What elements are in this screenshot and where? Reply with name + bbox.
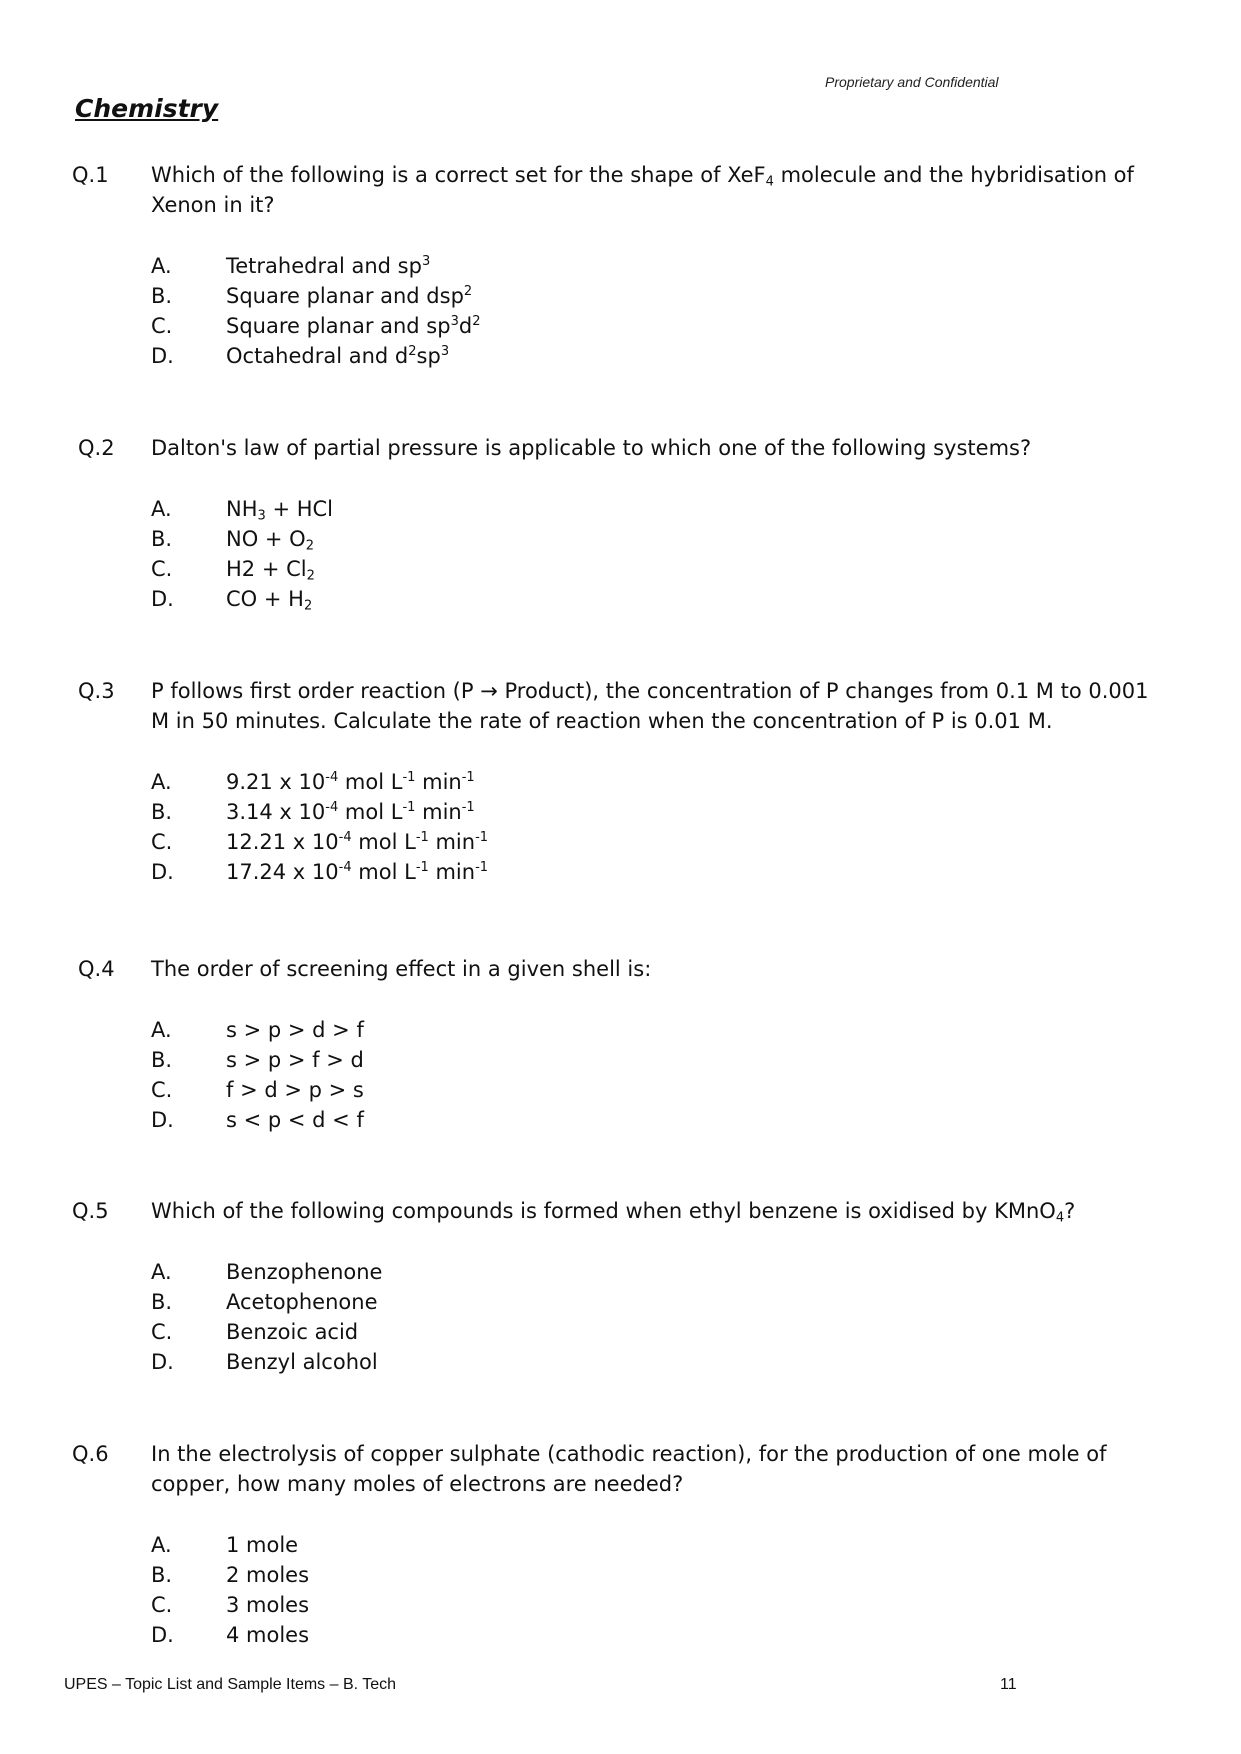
option-text: Octahedral and $d^2sp^3$ (226, 344, 450, 368)
option-letter: D. (151, 1623, 174, 1647)
question-number: Q.5 (72, 1199, 109, 1223)
option-letter: A. (151, 254, 172, 278)
answer-option-c (0, 554, 1241, 584)
answer-option-d (0, 341, 1241, 371)
answer-option-b (0, 1045, 1241, 1075)
option-letter: A. (151, 770, 172, 794)
answer-option-a (0, 1257, 1241, 1287)
option-text: CO + $H_2$ (226, 587, 313, 614)
answer-option-d (0, 1347, 1241, 1377)
option-letter: C. (151, 314, 173, 338)
option-text: Acetophenone (226, 1290, 378, 1314)
option-letter: B. (151, 1048, 173, 1072)
option-letter: C. (151, 830, 173, 854)
option-text: NO + $O_2$ (226, 527, 314, 554)
option-letter: D. (151, 1350, 174, 1374)
option-letter: C. (151, 1593, 173, 1617)
answer-option-a (0, 494, 1241, 524)
answer-option-d (0, 584, 1241, 614)
answer-option-a (0, 251, 1241, 281)
answer-option-d (0, 1105, 1241, 1135)
option-letter: D. (151, 344, 174, 368)
question-number: Q.1 (72, 163, 109, 187)
option-letter: B. (151, 1563, 173, 1587)
answer-option-b (0, 797, 1241, 827)
option-letter: B. (151, 800, 173, 824)
question-text: P follows first order reaction (P → Product), the concentration of P changes from 0.1 M to 0.001 M in 50 minutes. Calculate the rate of reaction when the concentration of P is 0.01 M. (151, 679, 1149, 733)
answer-option-a (0, 1015, 1241, 1045)
option-text: Square planar and $sp^3d^2$ (226, 314, 481, 338)
option-text: 1 mole (226, 1533, 299, 1557)
footer-title: UPES – Topic List and Sample Items – B. Tech (64, 1676, 397, 1693)
answer-option-b (0, 524, 1241, 554)
option-letter: D. (151, 860, 174, 884)
option-text: Square planar and dsp$^2$ (226, 284, 473, 308)
option-letter: B. (151, 284, 173, 308)
answer-option-c (0, 1590, 1241, 1620)
question-number: Q.4 (78, 957, 115, 981)
option-text: Benzoic acid (226, 1320, 359, 1344)
option-text: 2 moles (226, 1563, 310, 1587)
option-text: 4 moles (226, 1623, 310, 1647)
option-text: Benzyl alcohol (226, 1350, 378, 1374)
option-letter: A. (151, 1533, 172, 1557)
answer-option-c (0, 1075, 1241, 1105)
option-text: 17.24 x $10^{-4}$ mol $L^{-1}$ $\min^{-1}$ (226, 860, 489, 884)
option-letter: D. (151, 1108, 174, 1132)
question-text: Which of the following is a correct set for the shape of XeF$_4$ molecule and the hybridisation of Xenon in it? (151, 163, 1134, 217)
option-text: f > d > p > s (226, 1078, 364, 1102)
answer-option-b (0, 281, 1241, 311)
option-letter: C. (151, 557, 173, 581)
option-letter: C. (151, 1078, 173, 1102)
option-letter: D. (151, 587, 174, 611)
answer-option-d (0, 1620, 1241, 1650)
question-number: Q.2 (78, 436, 115, 460)
answer-option-a (0, 767, 1241, 797)
option-text: 3 moles (226, 1593, 310, 1617)
option-text: s > p > f > d (226, 1048, 364, 1072)
answer-option-c (0, 827, 1241, 857)
option-letter: A. (151, 1018, 172, 1042)
question-number: Q.3 (78, 679, 115, 703)
question-text: Which of the following compounds is formed when ethyl benzene is oxidised by KMnO$_4$? (151, 1199, 1076, 1226)
option-letter: B. (151, 527, 173, 551)
option-letter: A. (151, 1260, 172, 1284)
answer-option-b (0, 1287, 1241, 1317)
option-text: 3.14 x $10^{-4}$ mol $L^{-1}$ $\min^{-1}$ (226, 800, 475, 824)
question-number: Q.6 (72, 1442, 109, 1466)
option-text: 12.21 x $10^{-4}$ mol $L^{-1}$ $\min^{-1}$ (226, 830, 489, 854)
answer-option-d (0, 857, 1241, 887)
option-text: $NH_3$ + HCl (226, 497, 334, 524)
option-letter: B. (151, 1290, 173, 1314)
question-text: The order of screening effect in a given shell is: (151, 957, 652, 981)
option-text: s > p > d > f (226, 1018, 364, 1042)
option-text: s < p < d < f (226, 1108, 364, 1132)
option-letter: C. (151, 1320, 173, 1344)
option-letter: A. (151, 497, 172, 521)
question-text: Dalton's law of partial pressure is applicable to which one of the following systems? (151, 436, 1032, 460)
option-text: Tetrahedral and $sp^3$ (226, 254, 431, 278)
option-text: $H2 + Cl_2$ (226, 557, 315, 584)
answer-option-b (0, 1560, 1241, 1590)
answer-option-a (0, 1530, 1241, 1560)
option-text: 9.21 x $10^{-4}$ mol $L^{-1}$ $\min^{-1}$ (226, 770, 475, 794)
answer-option-c (0, 1317, 1241, 1347)
page-number: 11 (1000, 1676, 1017, 1693)
question-text: In the electrolysis of copper sulphate (cathodic reaction), for the production of one mole of copper, how many moles of electrons are needed? (151, 1442, 1107, 1496)
answer-option-c (0, 311, 1241, 341)
option-text: Benzophenone (226, 1260, 383, 1284)
section-title: Chemistry (75, 94, 219, 123)
header-note: Proprietary and Confidential (825, 74, 999, 90)
